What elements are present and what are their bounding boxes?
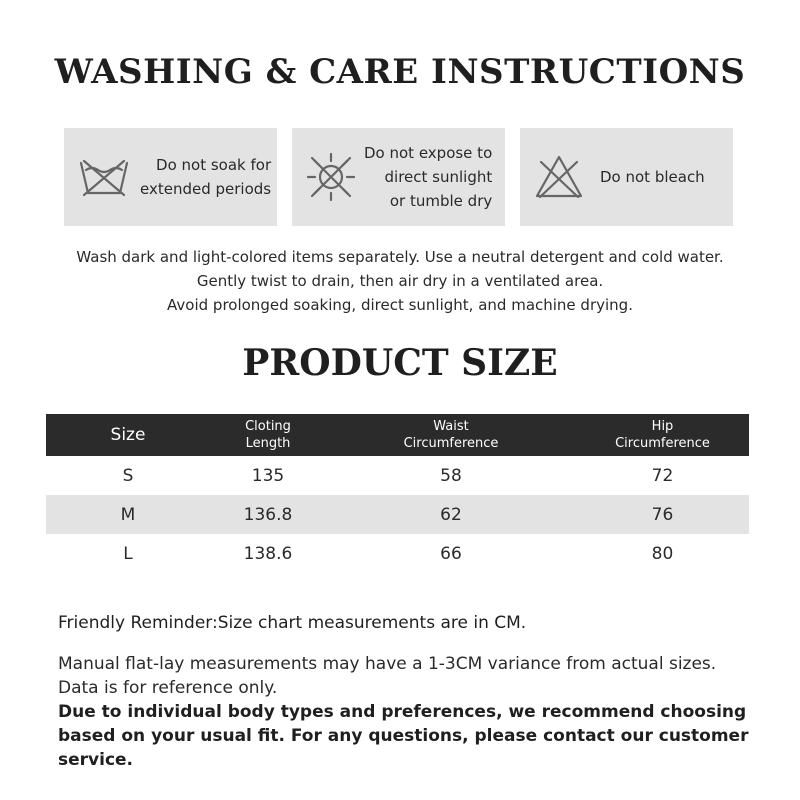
header-label: Circumference bbox=[403, 436, 499, 451]
care-item-no-sunlight bbox=[292, 128, 505, 226]
cell-length: 135 bbox=[251, 465, 285, 486]
cell-length: 136.8 bbox=[210, 495, 326, 534]
no-bleach-icon bbox=[534, 154, 584, 200]
care-text bbox=[600, 165, 705, 189]
care-text bbox=[364, 141, 492, 213]
care-text-line: or tumble dry bbox=[389, 192, 493, 210]
header-label: Hip bbox=[651, 419, 674, 434]
header-length bbox=[210, 414, 326, 456]
care-text bbox=[140, 153, 271, 201]
header-label: Cloting bbox=[245, 419, 291, 434]
care-text-line: direct sunlight bbox=[384, 168, 493, 186]
size-table bbox=[46, 414, 749, 573]
product-size-title: PRODUCT SIZE bbox=[242, 342, 558, 384]
cell-waist: 62 bbox=[326, 495, 576, 534]
care-text-line: extended periods bbox=[140, 180, 272, 198]
cell-hip: 76 bbox=[576, 495, 749, 534]
size-table-header-row bbox=[46, 414, 749, 456]
friendly-reminder: Friendly Reminder:Size chart measurements are in CM. bbox=[58, 613, 527, 633]
care-note-line: Gently twist to drain, then air dry in a ventilated area. bbox=[196, 272, 604, 290]
table-row bbox=[46, 495, 749, 534]
care-item-no-soak bbox=[64, 128, 277, 226]
cell-hip: 72 bbox=[651, 465, 674, 486]
care-note-line: Wash dark and light-colored items separately. Use a neutral detergent and cold water. bbox=[76, 248, 724, 266]
header-label: Length bbox=[245, 436, 291, 451]
header-label: Size bbox=[110, 424, 146, 445]
no-sunlight-icon bbox=[304, 150, 358, 204]
table-row bbox=[46, 534, 749, 573]
header-label: Circumference bbox=[615, 436, 710, 451]
header-hip bbox=[576, 414, 749, 456]
care-notes bbox=[0, 245, 800, 317]
cell-hip: 80 bbox=[651, 543, 674, 564]
no-soak-icon bbox=[78, 155, 130, 199]
table-row bbox=[46, 456, 749, 495]
cell-waist: 58 bbox=[440, 465, 462, 486]
disclaimer-variance: Manual flat-lay measurements may have a 1-3CM variance from actual sizes. Data is for reference only. bbox=[58, 654, 717, 698]
header-size bbox=[46, 414, 210, 456]
cell-waist: 66 bbox=[440, 543, 462, 564]
care-text-line: Do not bleach bbox=[600, 168, 705, 186]
cell-size: S bbox=[122, 465, 134, 486]
cell-length: 138.6 bbox=[243, 543, 293, 564]
disclaimer-fit-advice: Due to individual body types and preferences, we recommend choosing based on your usual fit. For any questions, please contact our customer service. bbox=[58, 702, 749, 770]
cell-size: L bbox=[123, 543, 133, 564]
care-item-no-bleach bbox=[520, 128, 733, 226]
care-note-line: Avoid prolonged soaking, direct sunlight, and machine drying. bbox=[167, 296, 633, 314]
header-label: Waist bbox=[433, 419, 469, 434]
cell-size: M bbox=[46, 495, 210, 534]
care-instructions-title: WASHING & CARE INSTRUCTIONS bbox=[54, 52, 746, 92]
care-text-line: Do not soak for bbox=[156, 156, 272, 174]
measurement-disclaimer bbox=[58, 652, 758, 772]
care-text-line: Do not expose to bbox=[364, 144, 493, 162]
header-waist bbox=[326, 414, 576, 456]
